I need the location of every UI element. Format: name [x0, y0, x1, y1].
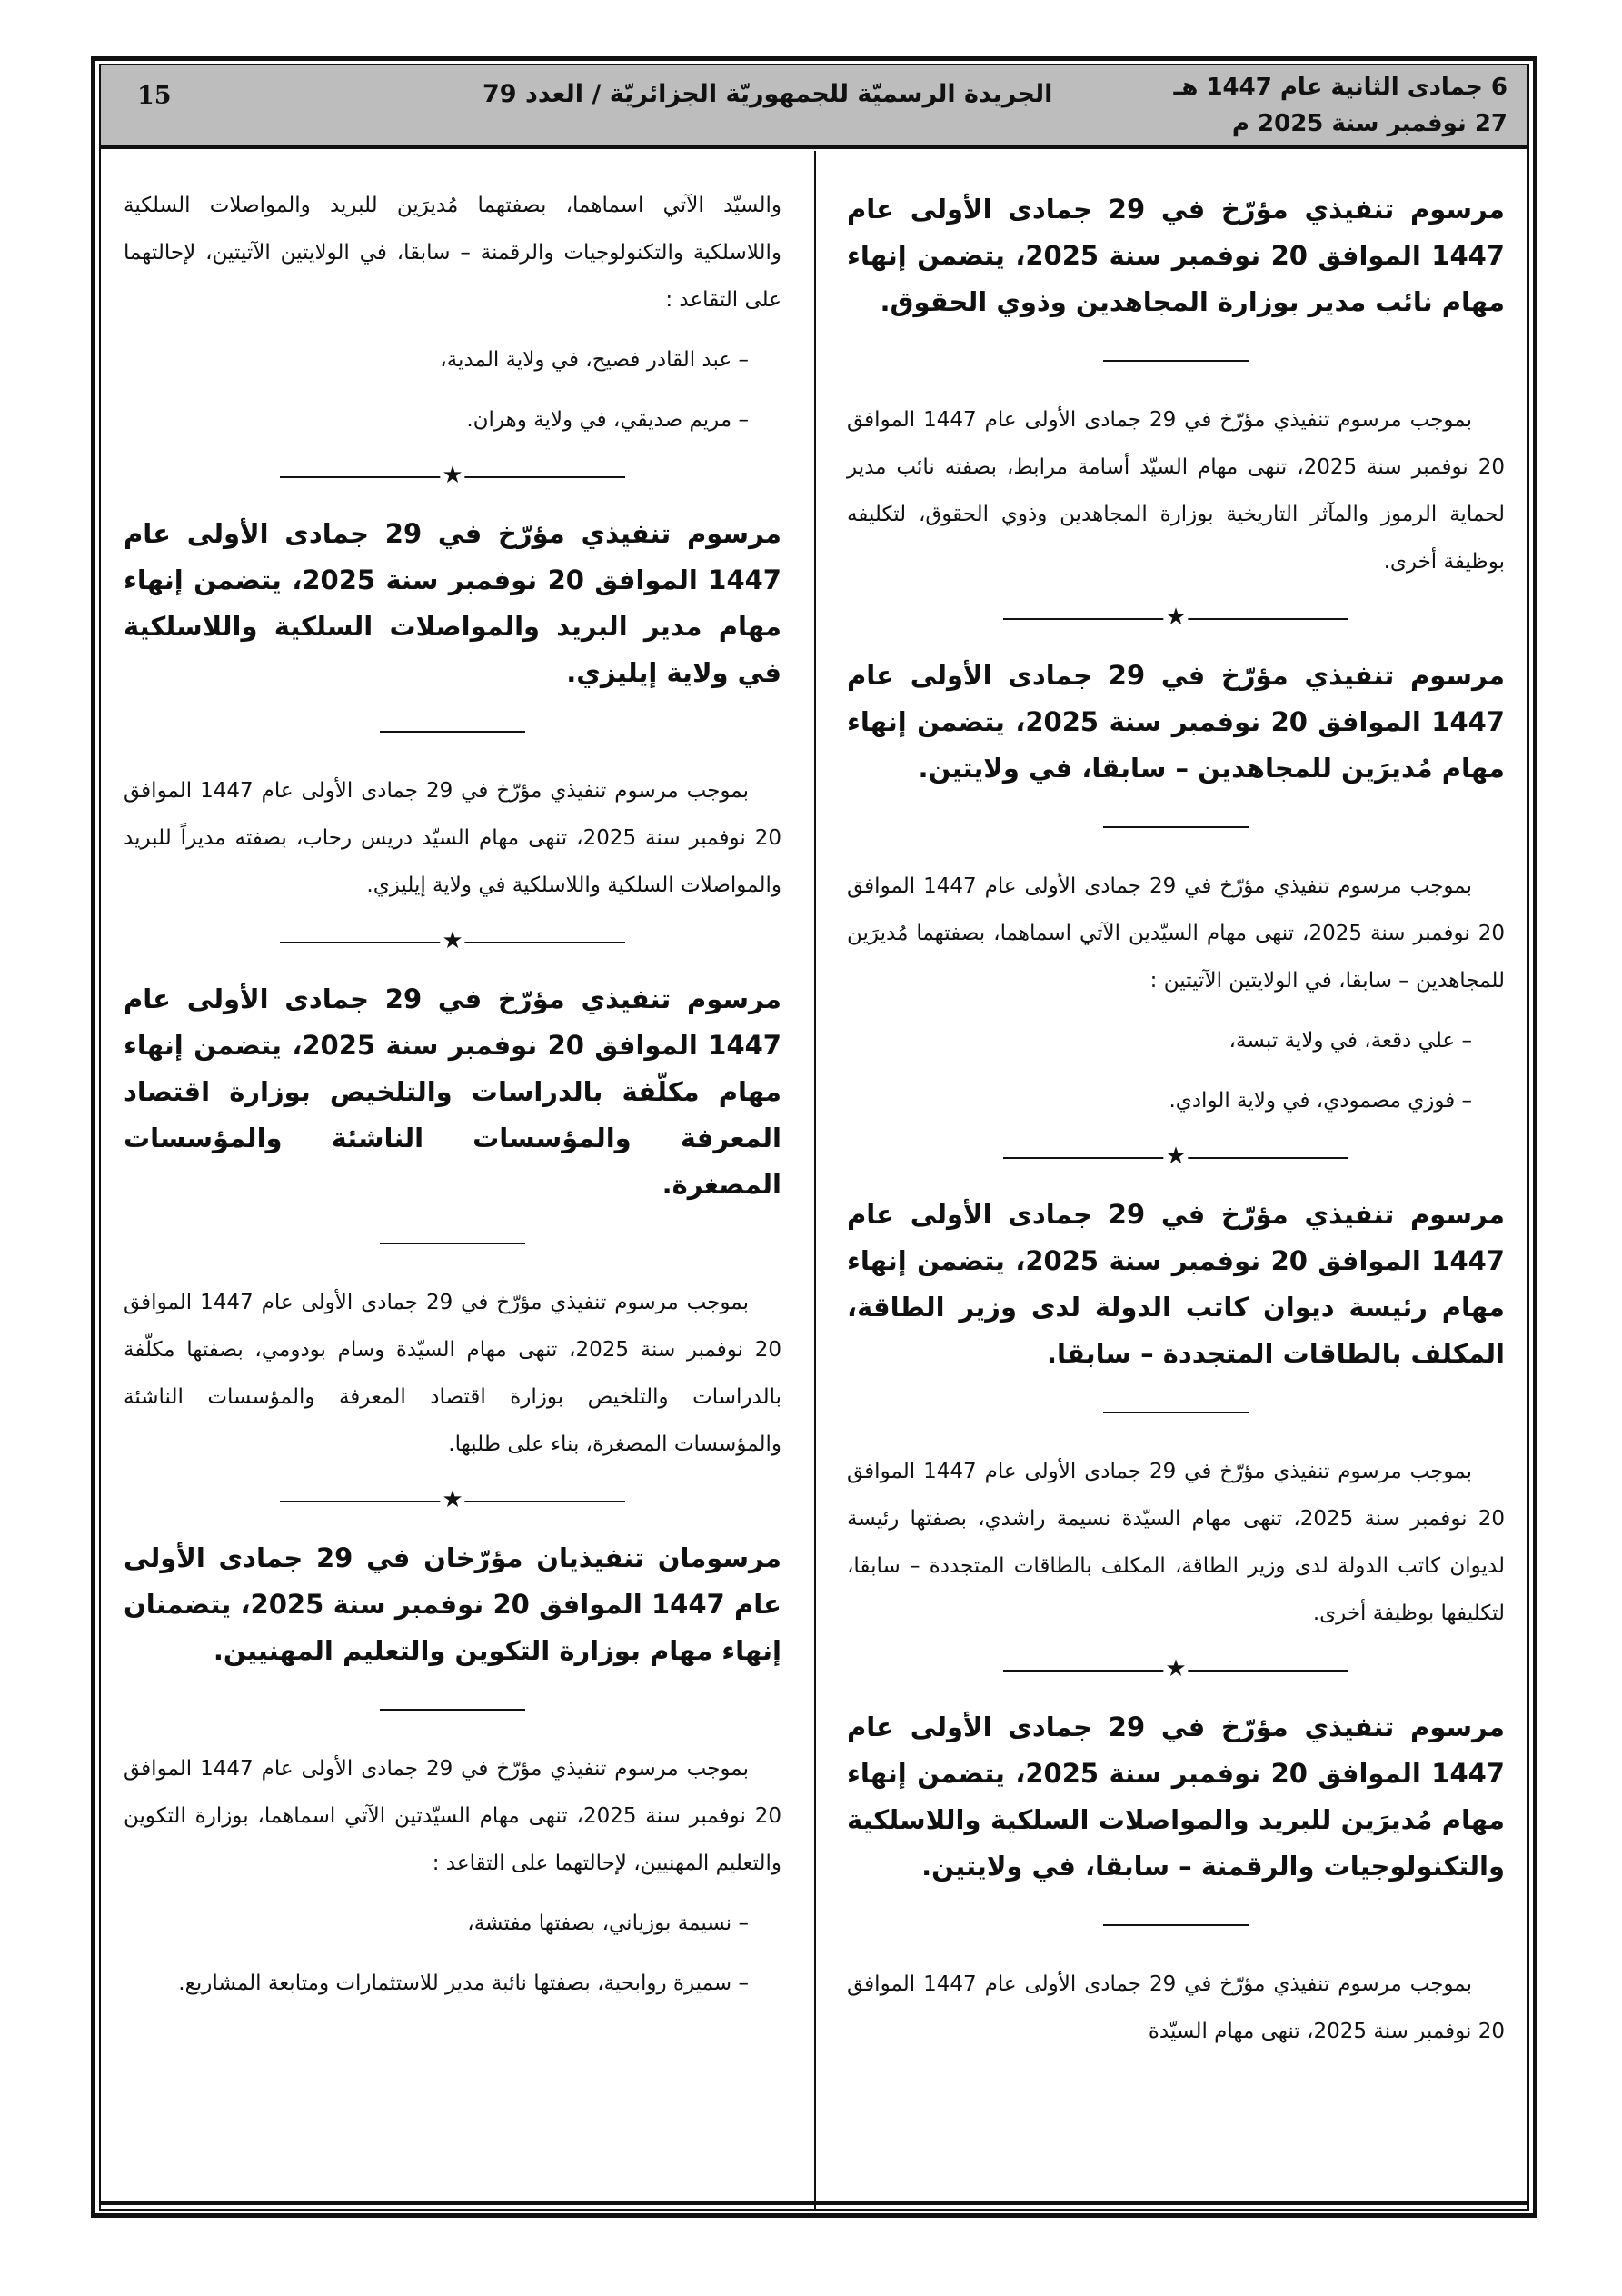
name-list: [124, 1900, 781, 2007]
bottom-rule-thin: [101, 2209, 1527, 2211]
continued-paragraph: والسيّد الآتي اسماهما، بصفتهما مُديرَين للبريد والمواصلات السلكية واللاسلكية والتكنولوجيات والرقمنة – سابقا، في الولايتين الآتيتين، لإحالتهما على التقاعد :: [124, 194, 781, 312]
decree-body: بموجب مرسوم تنفيذي مؤرّخ في 29 جمادى الأولى عام 1447 الموافق 20 نوفمبر سنة 2025، تنهى مهام السيّدة وسام بودومي، بصفتها مكلّفة بالدراسات والتلخيص بوزارة اقتصاد المعرفة والمؤسسات الناشئة والمؤسسات المصغرة، بناء على طلبها.: [124, 1291, 782, 1456]
title-separator: [380, 1709, 525, 1711]
issue-date: [1173, 69, 1508, 142]
star-icon: ★: [442, 1486, 463, 1513]
list-item: – فوزي مصمودي، في ولاية الوادي.: [1169, 1089, 1472, 1113]
star-separator: [1003, 605, 1348, 633]
decree-section: [124, 511, 781, 956]
star-separator: [280, 1488, 625, 1515]
decree-body: بموجب مرسوم تنفيذي مؤرّخ في 29 جمادى الأولى عام 1447 الموافق 20 نوفمبر سنة 2025، تنهى مهام السيّدتين الآتي اسماهما، بوزارة التكوين والتعليم المهنيين، لإحالتهما على التقاعد :: [124, 1757, 781, 1875]
decree-section: [847, 653, 1505, 1172]
star-separator: [280, 464, 625, 491]
hijri-date: 6 جمادى الثانية عام 1447 هـ: [1173, 74, 1508, 101]
title-separator: [380, 731, 525, 733]
decree-title: مرسوم تنفيذي مؤرّخ في 29 جمادى الأولى عام 1447 الموافق 20 نوفمبر سنة 2025، يتضمن إنهاء مهام مكلّفة بالدراسات والتلخيص بوزارة اقتصاد المعرفة والمؤسسات الناشئة والمؤسسات المصغرة.: [124, 983, 781, 1200]
bottom-rule: [101, 2201, 1527, 2205]
title-separator: [1103, 826, 1249, 828]
decree-body: بموجب مرسوم تنفيذي مؤرّخ في 29 جمادى الأولى عام 1447 الموافق 20 نوفمبر سنة 2025، تنهى مهام السيّدة نسيمة راشدي، بصفتها رئيسة لديوان كاتب الدولة لدى وزير الطاقة، المكلف بالطاقات المتجددة – سابقا، لتكليفها بوظيفة أخرى.: [847, 1460, 1506, 1625]
star-separator: [1003, 1657, 1348, 1684]
decree-section: [847, 1704, 1505, 2055]
decree-title: مرسوم تنفيذي مؤرّخ في 29 جمادى الأولى عام 1447 الموافق 20 نوفمبر سنة 2025، يتضمن إنهاء مهام مُديرَين للمجاهدين – سابقا، في ولايتين.: [847, 660, 1505, 784]
decree-body: بموجب مرسوم تنفيذي مؤرّخ في 29 جمادى الأولى عام 1447 الموافق 20 نوفمبر سنة 2025، تنهى مهام السيّد دريس رحاب، بصفته مديراً للبريد والمواصلات السلكية واللاسلكية في ولاية إيليزي.: [124, 779, 781, 897]
list-item: – نسيمة بوزياني، بصفتها مفتشة،: [467, 1912, 749, 1935]
gregorian-date: 27 نوفمبر سنة 2025 م: [1231, 110, 1508, 137]
title-separator: [1103, 360, 1249, 362]
gazette-title: الجريدة الرسميّة للجمهوريّة الجزائريّة / العدد 79: [483, 80, 1053, 108]
left-column: [124, 182, 781, 2020]
name-list: [847, 1017, 1505, 1124]
decree-body: بموجب مرسوم تنفيذي مؤرّخ في 29 جمادى الأولى عام 1447 الموافق 20 نوفمبر سنة 2025، تنهى مهام السيّدة: [847, 1972, 1505, 2043]
star-icon: ★: [1165, 1655, 1187, 1682]
gazette-header: [101, 65, 1527, 149]
star-icon: ★: [1165, 1143, 1187, 1170]
page-number: 15: [137, 82, 172, 110]
decree-section: [847, 1192, 1505, 1684]
decree-body: بموجب مرسوم تنفيذي مؤرّخ في 29 جمادى الأولى عام 1447 الموافق 20 نوفمبر سنة 2025، تنهى مهام السيّدين الآتي اسماهما، بصفتهما مُديرَين للمجاهدين – سابقا، في الولايتين الآتيتين :: [847, 874, 1505, 993]
title-separator: [380, 1243, 525, 1244]
decree-title: مرسوم تنفيذي مؤرّخ في 29 جمادى الأولى عام 1447 الموافق 20 نوفمبر سنة 2025، يتضمن إنهاء مهام مُديرَين للبريد والمواصلات السلكية واللاسلكية والتكنولوجيات والرقمنة – سابقا، في ولايتين.: [847, 1712, 1505, 1882]
list-item: – سميرة روابحية، بصفتها نائبة مدير للاستثمارات ومتابعة المشاريع.: [178, 1972, 749, 1995]
list-item: – مريم صديقي، في ولاية وهران.: [466, 408, 749, 432]
list-item: – عبد القادر فصيح، في ولاية المدية،: [440, 348, 749, 372]
star-separator: [280, 929, 625, 956]
decree-section: [847, 186, 1505, 633]
decree-body: بموجب مرسوم تنفيذي مؤرّخ في 29 جمادى الأولى عام 1447 الموافق 20 نوفمبر سنة 2025، تنهى مهام السيّد أسامة مرابط، بصفته نائب مدير لحماية الرموز والمآثر التاريخية بوزارة المجاهدين وذوي الحقوق، لتكليفه بوظيفة أخرى.: [847, 408, 1506, 574]
decree-section: [124, 1535, 781, 2007]
column-divider: [814, 151, 816, 2211]
decree-title: مرسوم تنفيذي مؤرّخ في 29 جمادى الأولى عام 1447 الموافق 20 نوفمبر سنة 2025، يتضمن إنهاء مهام نائب مدير بوزارة المجاهدين وذوي الحقوق.: [847, 194, 1505, 317]
list-item: – علي دقعة، في ولاية تبسة،: [1229, 1029, 1472, 1053]
right-column: [847, 186, 1505, 2055]
decree-title: مرسوم تنفيذي مؤرّخ في 29 جمادى الأولى عام 1447 الموافق 20 نوفمبر سنة 2025، يتضمن إنهاء مهام مدير البريد والمواصلات السلكية واللاسلكية في ولاية إيليزي.: [124, 518, 781, 688]
star-icon: ★: [442, 927, 463, 954]
title-separator: [1103, 1924, 1249, 1926]
star-separator: [1003, 1144, 1348, 1172]
decree-title: مرسومان تنفيذيان مؤرّخان في 29 جمادى الأولى عام 1447 الموافق 20 نوفمبر سنة 2025، يتضمنان إنهاء مهام بوزارة التكوين والتعليم المهنيين.: [124, 1542, 781, 1666]
decree-section: [124, 976, 781, 1515]
decree-title: مرسوم تنفيذي مؤرّخ في 29 جمادى الأولى عام 1447 الموافق 20 نوفمبر سنة 2025، يتضمن إنهاء مهام رئيسة ديوان كاتب الدولة لدى وزير الطاقة، المكلف بالطاقات المتجددة – سابقا.: [847, 1199, 1505, 1369]
star-icon: ★: [1165, 604, 1187, 631]
title-separator: [1103, 1412, 1249, 1413]
star-icon: ★: [442, 462, 463, 489]
continued-list: [124, 336, 781, 444]
